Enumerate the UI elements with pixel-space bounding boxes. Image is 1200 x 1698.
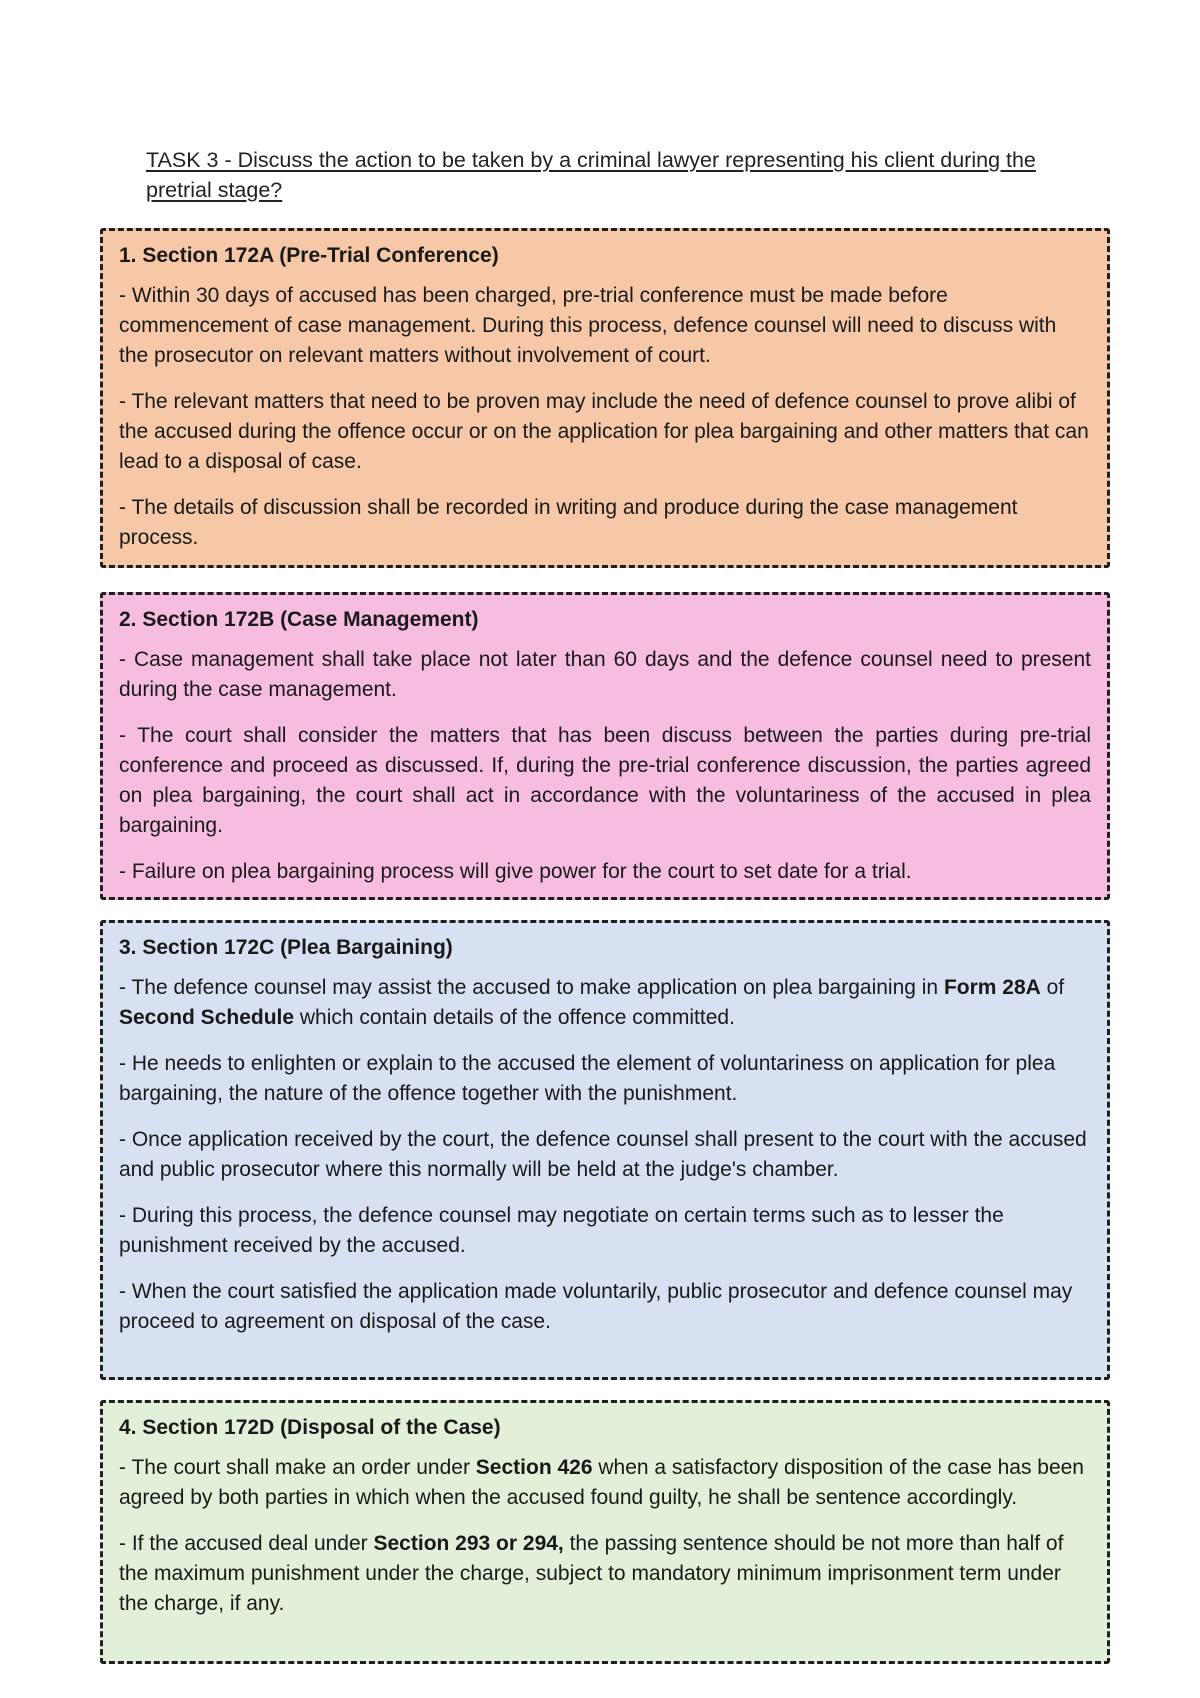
section-paragraph: - Within 30 days of accused has been charged, pre-trial conference must be made before commencement of case management. During this process, defence counsel will need to discuss with the prosecutor on relevant matters without involvement of court. <box>119 284 1057 367</box>
section-heading: 1. Section 172A (Pre-Trial Conference) <box>119 244 499 267</box>
section-paragraph: - During this process, the defence counsel may negotiate on certain terms such as to lesser the punishment received by the accused. <box>119 1204 1004 1257</box>
section-172b-box <box>100 592 1110 900</box>
section-paragraph: - Once application received by the court, the defence counsel shall present to the court with the accused and public prosecutor where this normally will be held at the judge's chamber. <box>119 1128 1087 1181</box>
text-run: - The defence counsel may assist the accused to make application on plea bargaining in <box>119 976 944 999</box>
bold-term-section-426: Section 426 <box>475 1456 593 1479</box>
section-paragraph: - When the court satisfied the application made voluntarily, public prosecutor and defence counsel may proceed to agreement on disposal of the case. <box>119 1280 1073 1333</box>
section-heading: 3. Section 172C (Plea Bargaining) <box>119 936 453 959</box>
section-paragraph: - The court shall consider the matters that has been discuss between the parties during pre-trial conference and proceed as discussed. If, during the pre-trial conference discussion, the parties agreed on plea bargaining, the court shall act in accordance with the voluntariness of the accused in plea bargaining. <box>119 724 1091 837</box>
section-paragraph: - The relevant matters that need to be proven may include the need of defence counsel to prove alibi of the accused during the offence occur or on the application for plea bargaining and other matters that can lead to a disposal of case. <box>119 390 1089 473</box>
bold-term-second-schedule: Second Schedule <box>119 1006 295 1029</box>
section-paragraph: - He needs to enlighten or explain to the accused the element of voluntariness on application for plea bargaining, the nature of the offence together with the punishment. <box>119 1052 1056 1105</box>
section-172a-box <box>100 228 1110 568</box>
text-run: when a satisfactory disposition of the case has been agreed by both parties in which when the accused found guilty, he shall be sentence accordingly. <box>119 1456 1084 1509</box>
section-172d-box <box>100 1400 1110 1664</box>
section-paragraph <box>119 1529 1091 1619</box>
section-heading: 2. Section 172B (Case Management) <box>119 608 479 631</box>
section-paragraph <box>119 1453 1091 1513</box>
bold-term-section-293-294: Section 293 or 294, <box>373 1532 564 1555</box>
section-paragraph: - Failure on plea bargaining process will give power for the court to set date for a trial. <box>119 860 912 883</box>
text-run: which contain details of the offence committed. <box>294 1006 735 1029</box>
section-heading: 4. Section 172D (Disposal of the Case) <box>119 1416 501 1439</box>
section-paragraph: - Case management shall take place not later than 60 days and the defence counsel need to present during the case management. <box>119 648 1091 701</box>
text-run: the passing sentence should be not more than half of the maximum punishment under the charge, subject to mandatory minimum imprisonment term under the charge, if any. <box>119 1532 1064 1615</box>
bold-term-form-28a: Form 28A <box>943 976 1041 999</box>
page-title: TASK 3 - Discuss the action to be taken by a criminal lawyer representing his client during the pretrial stage? <box>146 148 1036 202</box>
section-172c-box <box>100 920 1110 1380</box>
text-run: of <box>1040 976 1065 999</box>
section-paragraph <box>119 973 1091 1033</box>
text-run: - If the accused deal under <box>119 1532 374 1555</box>
text-run: - The court shall make an order under <box>119 1456 476 1479</box>
section-paragraph: - The details of discussion shall be recorded in writing and produce during the case management process. <box>119 496 1018 549</box>
